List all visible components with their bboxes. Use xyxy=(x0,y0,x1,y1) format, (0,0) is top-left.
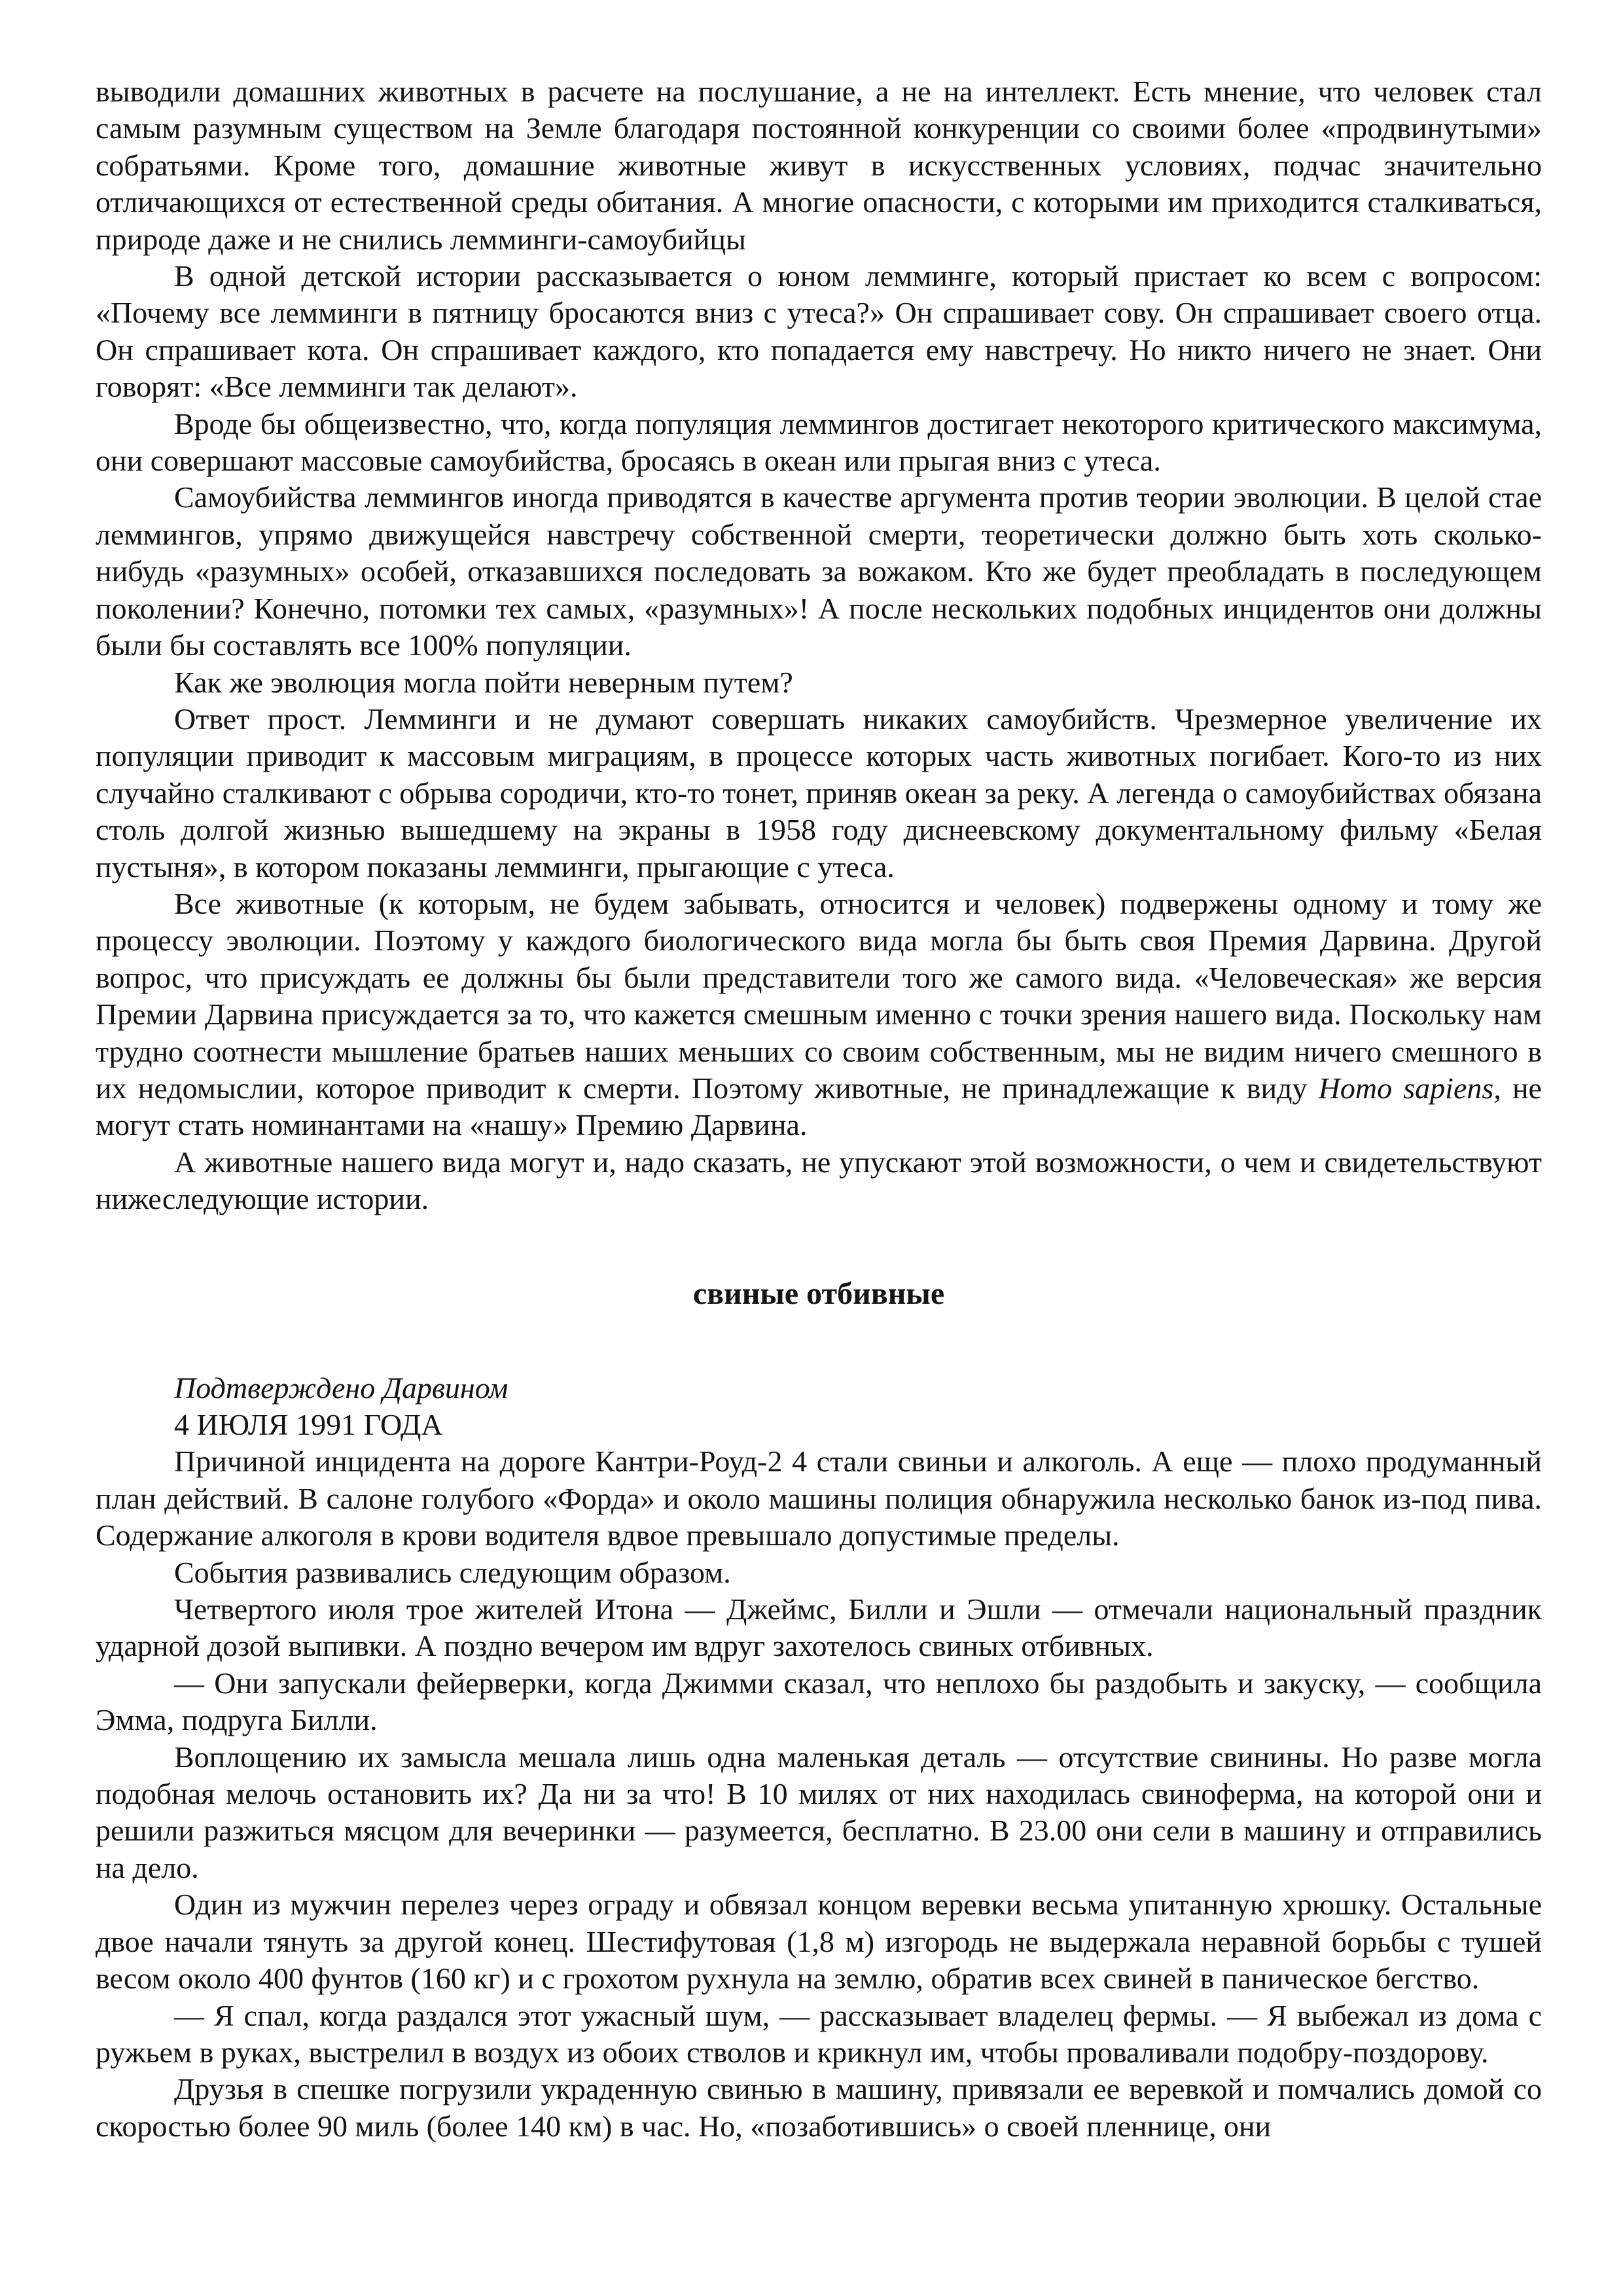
paragraph-intro-3: Вроде бы общеизвестно, что, когда популяция леммингов достигает некоторого критического максимума, они совершают массовые самоубийства, бросаясь в океан или прыгая вниз с утеса. xyxy=(96,406,1542,478)
paragraph-intro-2: В одной детской истории рассказывается о юном лемминге, который пристает ко всем с вопросом: «Почему все лемминги в пятницу бросаются вниз с утеса?» Он спрашивает сову. Он спрашивает своего отца. Он спрашивает кота. Он спрашивает каждого, кто попадается ему навстречу. Но никто ничего не знает. Они говорят: «Все лемминги так делают». xyxy=(96,259,1542,404)
paragraph-story-4: — Они запускали фейерверки, когда Джимми сказал, что неплохо бы раздобыть и закуску, — сообщила Эмма, подруга Билли. xyxy=(96,1666,1542,1737)
homo-sapiens-italic: Homo sapiens, xyxy=(1318,1071,1501,1105)
confirmed-label: Подтверждено Дарвином xyxy=(174,1371,508,1405)
paragraph-story-5: Воплощению их замысла мешала лишь одна маленькая деталь — отсутствие свинины. Но разве могла подобная мелочь остановить их? Да ни за что! В 10 милях от них находилась свиноферма, на которой они и решили разжиться мясцом для вечеринки — разумеется, бесплатно. В 23.00 они сели в машину и отправились на дело. xyxy=(96,1740,1542,1884)
paragraph-story-7: — Я спал, когда раздался этот ужасный шум, — рассказывает владелец фермы. — Я выбежал из дома с ружьем в руках, выстрелил в воздух из обоих стволов и крикнул им, чтобы проваливали подобру-поздорову. xyxy=(96,1998,1542,2069)
paragraph-story-8: Друзья в спешке погрузили украденную свинью в машину, привязали ее веревкой и помчались домой со скоростью более 90 миль (более 140 км) в час. Но, «позаботившись» о своей пленнице, они xyxy=(96,2072,1542,2143)
paragraph-species xyxy=(96,886,1542,1144)
story-date: 4 ИЮЛЯ 1991 ГОДА xyxy=(174,1408,443,1441)
document-page xyxy=(96,73,1542,2145)
paragraph-story-2: События развивались следующим образом. xyxy=(174,1555,731,1589)
paragraph-story-3: Четвертого июля трое жителей Итона — Джеймс, Билли и Эшли — отмечали национальный праздник ударной дозой выпивки. А поздно вечером им вдруг захотелось свиных отбивных. xyxy=(96,1592,1542,1663)
paragraph-intro-6: Ответ прост. Лемминги и не думают совершать никаких самоубийств. Чрезмерное увеличение их популяции приводит к массовым миграциям, в процессе которых часть животных погибает. Кого-то из них случайно сталкивают с обрыва сородичи, кто-то тонет, приняв океан за реку. А легенда о самоубийствах обязана столь долгой жизнью вышедшему на экраны в 1958 году диснеевскому документальному фильму «Белая пустыня», в котором показаны лемминги, прыгающие с утеса. xyxy=(96,702,1542,884)
paragraph-species-text-2: не могут стать номинантами на «нашу» Премию Дарвина. xyxy=(96,1071,1542,1142)
paragraph-intro-5: Как же эволюция могла пойти неверным путем? xyxy=(174,665,793,699)
paragraph-species-text-1: Все животные (к которым, не будем забывать, относится и человек) подвержены одному и тому же процессу эволюции. Поэтому у каждого биологического вида могла бы быть своя Премия Дарвина. Другой вопрос, что присуждать ее должны бы были представители того же самого вида. «Человеческая» же версия Премии Дарвина присуждается за то, что кажется смешным именно с точки зрения нашего вида. Поскольку нам трудно соотнести мышление братьев наших меньших со своим собственным, мы не видим ничего смешного в их недомыслии, которое приводит к смерти. Поэтому животные, не принадлежащие к виду xyxy=(96,886,1542,1105)
paragraph-story-6: Один из мужчин перелез через ограду и обвязал концом веревки весьма упитанную хрюшку. Остальные двое начали тянуть за другой конец. Шестифутовая (1,8 м) изгородь не выдержала неравной борьбы с тушей весом около 400 фунтов (160 кг) и с грохотом рухнула на землю, обратив всех свиней в паническое бегство. xyxy=(96,1888,1542,1996)
paragraph-intro-4: Самоубийства леммингов иногда приводятся в качестве аргумента против теории эволюции. В целой стае леммингов, упрямо движущейся навстречу собственной смерти, теоретически должно быть хоть сколько-нибудь «разумных» особей, отказавшихся последовать за вожаком. Кто же будет преобладать в последующем поколении? Конечно, потомки тех самых, «разумных»! А после нескольких подобных инцидентов они должны были бы составлять все 100% популяции. xyxy=(96,480,1542,662)
paragraph-closing: А животные нашего вида могут и, надо сказать, не упускают этой возможности, о чем и свидетельствуют нижеследующие истории. xyxy=(96,1145,1542,1216)
paragraph-intro-1: выводили домашних животных в расчете на послушание, а не на интеллект. Есть мнение, что человек стал самым разумным существом на Земле благодаря постоянной конкуренции со своими более «продвинутыми» собратьями. Кроме того, домашние животные живут в искусственных условиях, подчас значительно отличающихся от естественной среды обитания. А многие опасности, с которыми им приходится сталкиваться, природе даже и не снились лемминги-самоубийцы xyxy=(96,75,1542,256)
paragraph-story-1: Причиной инцидента на дороге Кантри-Роуд-2 4 стали свиньи и алкоголь. А еще — плохо продуманный план действий. В салоне голубого «Форда» и около машины полиция обнаружила несколько банок из-под пива. Содержание алкоголя в крови водителя вдвое превышало допустимые пределы. xyxy=(96,1444,1542,1552)
section-title: свиные отбивные xyxy=(692,1276,945,1311)
